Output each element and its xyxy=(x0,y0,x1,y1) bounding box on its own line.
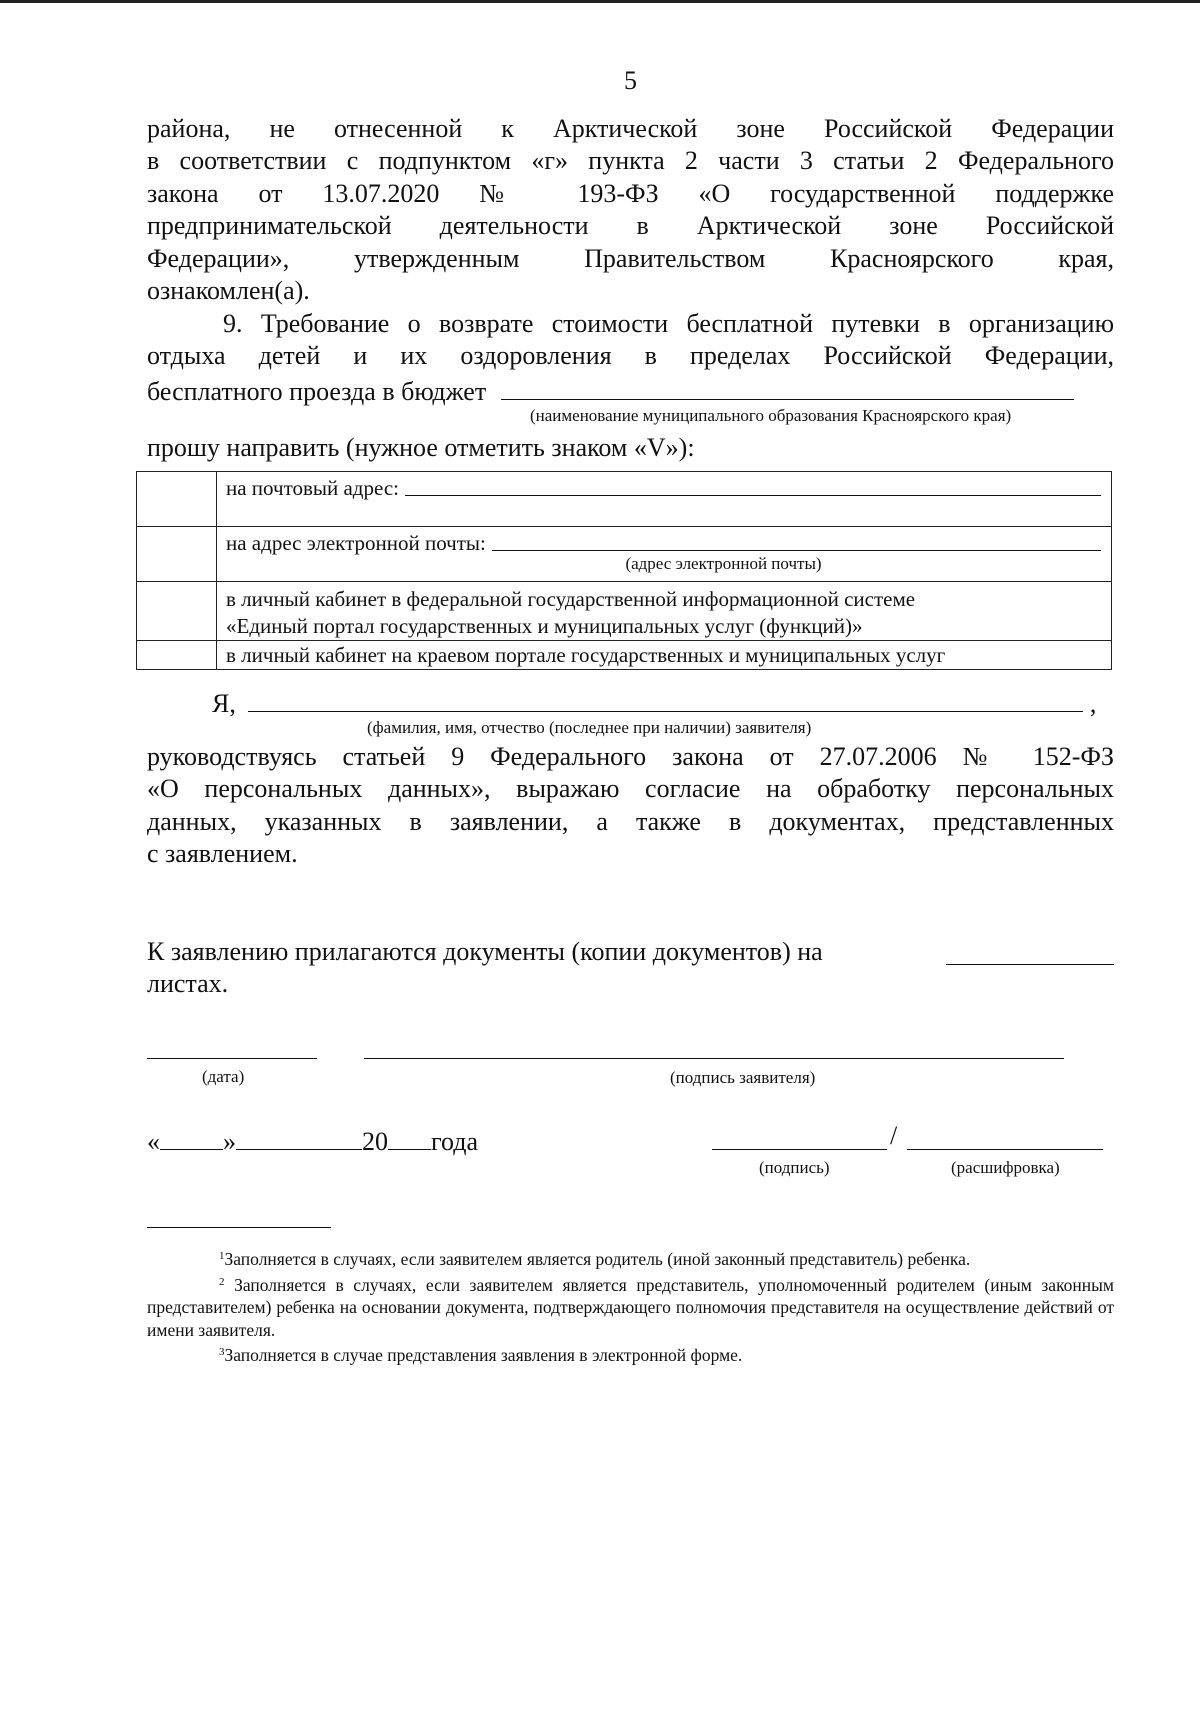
page-number: 5 xyxy=(624,66,637,95)
consent-line: руководствуясь статьей 9 Федерального закона от 27.07.2006 № 152-ФЗ xyxy=(147,742,1114,771)
date-fill-row xyxy=(147,1123,1114,1158)
item9-paragraph xyxy=(147,308,1114,408)
email-checkbox[interactable] xyxy=(137,527,217,582)
consent-line: данных, указанных в заявлении, а также в документах, представленных xyxy=(147,806,1114,836)
consent-line: «О персональных данных», выражаю согласие на обработку персональных xyxy=(147,774,1114,804)
sheet-count-input[interactable] xyxy=(946,938,1114,965)
intro-paragraph xyxy=(147,113,1114,307)
postal-option xyxy=(217,472,1112,527)
day-input[interactable] xyxy=(160,1123,223,1150)
year-input[interactable] xyxy=(388,1123,431,1150)
footnote-text: Заполняется в случаях, если заявителем является родитель (иной законный представитель) ребенка. xyxy=(224,1249,971,1269)
gosuslugi-label-line1: в личный кабинет в федеральной государственной информационной системе xyxy=(226,587,916,611)
delivery-options-table xyxy=(136,471,1112,670)
postal-line xyxy=(226,476,1101,501)
footnote-text: Заполняется в случае представления заявления в электронной форме. xyxy=(224,1345,743,1365)
footnote-mark: 2 xyxy=(219,1275,225,1288)
consent-line: с заявлением. xyxy=(147,839,298,869)
applicant-signature-line[interactable] xyxy=(364,1058,1064,1059)
footnote-text: Заполняется в случаях, если заявителем является представитель, уполномоченный родителем (иным законным представителем) ребенка на основании документа, подтверждающего полномочия представителя на осуществление действий от имени заявителя. xyxy=(147,1274,1114,1340)
intro-line: в соответствии с подпунктом «г» пункта 2 части 3 статьи 2 Федерального xyxy=(147,146,1114,176)
signature-slash: / xyxy=(890,1121,898,1150)
footnote-mark: 1 xyxy=(219,1250,225,1262)
delivery-option-row xyxy=(137,641,1112,670)
footnote-2 xyxy=(147,1271,1114,1342)
gosuslugi-option xyxy=(217,582,1112,641)
postal-label: на почтовый адрес: xyxy=(226,476,399,500)
budget-line xyxy=(147,373,1114,408)
consent-name-line xyxy=(147,685,1114,720)
send-prompt: прошу направить (нужное отметить знаком «V»): xyxy=(147,433,695,462)
budget-caption: (наименование муниципального образования Красноярского края) xyxy=(530,406,1012,425)
scan-top-border xyxy=(0,0,1200,3)
email-line xyxy=(226,531,1101,556)
gosuslugi-checkbox[interactable] xyxy=(137,582,217,641)
attachments-label: К заявлению прилагаются документы (копии документов) на xyxy=(147,937,823,966)
name-caption: (фамилия, имя, отчество (последнее при наличии) заявителя) xyxy=(367,718,812,737)
email-option xyxy=(217,527,1112,582)
item9-line: отдыха детей и их оздоровления в пределах Российской Федерации, xyxy=(147,341,1114,371)
gosuslugi-label-line2: «Единый портал государственных и муниципальных услуг (функций)» xyxy=(226,614,863,638)
footnotes xyxy=(147,1245,1114,1367)
intro-line: предпринимательской деятельности в Арктической зоне Российской xyxy=(147,211,1114,241)
attachments-paragraph xyxy=(147,936,1114,1001)
email-caption: (адрес электронной почты) xyxy=(625,554,822,573)
intro-line: закона от 13.07.2020 № 193-ФЗ «О государственной поддержке xyxy=(147,178,1114,208)
item9-line: 9. Требование о возврате стоимости бесплатной путевки в организацию xyxy=(223,309,1114,338)
attachments-line1 xyxy=(147,936,1114,968)
open-quote: « xyxy=(147,1127,160,1156)
month-input[interactable] xyxy=(236,1123,362,1150)
email-label: на адрес электронной почты: xyxy=(226,531,486,555)
sign-caption: (подпись) xyxy=(759,1158,830,1177)
footnote-separator xyxy=(147,1227,331,1228)
consent-paragraph xyxy=(147,741,1114,871)
postal-address-input[interactable] xyxy=(405,494,1101,496)
date-row xyxy=(147,1123,1114,1158)
intro-line: ознакомлен(а). xyxy=(147,276,310,306)
footnote-mark: 3 xyxy=(219,1346,225,1358)
year-prefix: 20 xyxy=(362,1127,388,1156)
regional-portal-label: в личный кабинет на краевом портале государственных и муниципальных услуг xyxy=(226,643,946,667)
delivery-option-row xyxy=(137,527,1112,582)
attachments-line2: листах. xyxy=(147,969,229,999)
regional-portal-checkbox[interactable] xyxy=(137,641,217,670)
name-comma: , xyxy=(1089,689,1097,718)
delivery-option-row xyxy=(137,472,1112,527)
intro-line: Федерации», утвержденным Правительством Красноярского края, xyxy=(147,243,1114,273)
budget-input-line[interactable] xyxy=(501,373,1074,400)
close-quote: » xyxy=(223,1127,236,1156)
ya-label: Я, xyxy=(212,689,236,718)
year-word: года xyxy=(431,1127,479,1156)
signature-caption: (подпись заявителя) xyxy=(670,1068,816,1087)
postal-checkbox[interactable] xyxy=(137,472,217,527)
applicant-name-input[interactable] xyxy=(248,685,1083,712)
budget-label: бесплатного проезда в бюджет xyxy=(147,376,487,406)
decode-caption: (расшифровка) xyxy=(951,1158,1060,1177)
email-address-input[interactable] xyxy=(492,549,1101,551)
consent-name-row xyxy=(147,685,1114,720)
delivery-option-row xyxy=(137,582,1112,641)
date-caption: (дата) xyxy=(202,1067,245,1086)
footnote-1 xyxy=(147,1245,1114,1271)
decode-line[interactable] xyxy=(907,1149,1103,1150)
regional-portal-option xyxy=(217,641,1112,670)
signature-line[interactable] xyxy=(712,1149,887,1150)
intro-line: района, не отнесенной к Арктической зоне Российской Федерации xyxy=(147,114,1114,143)
date-line[interactable] xyxy=(147,1058,317,1059)
send-prompt-paragraph xyxy=(147,432,1114,464)
footnote-3 xyxy=(147,1341,1114,1367)
